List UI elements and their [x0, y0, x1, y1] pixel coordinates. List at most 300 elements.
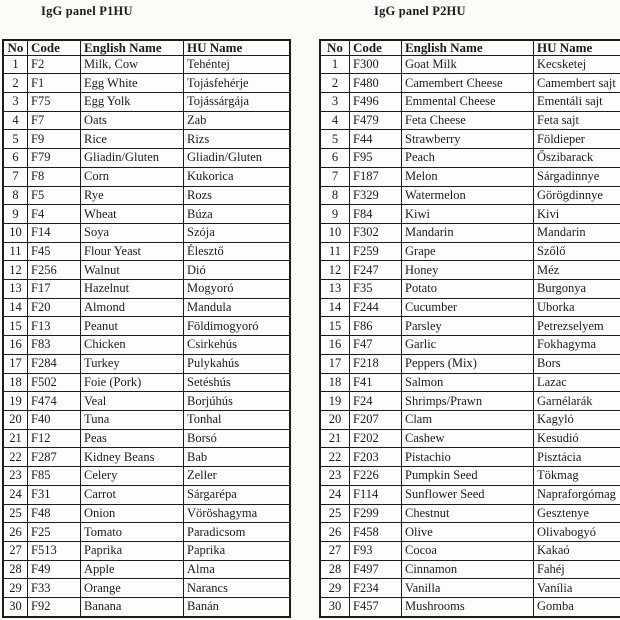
table-row	[320, 504, 620, 523]
cell-code: F9	[28, 130, 81, 149]
cell-code: F244	[350, 298, 402, 317]
column-header-code: Code	[350, 40, 402, 55]
table-row	[320, 298, 620, 317]
cell-hu-name: Borjúhús	[184, 392, 291, 411]
igg-panel-table-p2hu	[319, 39, 620, 618]
table-row	[3, 111, 290, 130]
table-row	[3, 504, 290, 523]
cell-english-name: Cocoa	[402, 541, 534, 560]
cell-code: F95	[350, 149, 402, 168]
cell-hu-name: Paradicsom	[184, 523, 291, 542]
cell-hu-name: Kecsketej	[534, 55, 620, 74]
cell-english-name: Peas	[81, 429, 184, 448]
cell-hu-name: Búza	[184, 205, 291, 224]
table-row	[3, 392, 290, 411]
cell-hu-name: Zeller	[184, 467, 291, 486]
cell-no: 26	[320, 523, 350, 542]
column-header-code: Code	[28, 40, 81, 55]
cell-english-name: Kidney Beans	[81, 448, 184, 467]
cell-english-name: Rice	[81, 130, 184, 149]
cell-hu-name: Fokhagyma	[534, 336, 620, 355]
table-row	[320, 392, 620, 411]
cell-hu-name: Földieper	[534, 130, 620, 149]
cell-no: 26	[3, 523, 28, 542]
cell-hu-name: Szőlő	[534, 242, 620, 261]
cell-english-name: Paprika	[81, 541, 184, 560]
cell-english-name: Watermelon	[402, 186, 534, 205]
cell-code: F300	[350, 55, 402, 74]
cell-hu-name: Sárgadinnye	[534, 167, 620, 186]
cell-hu-name: Tojássárgája	[184, 93, 291, 112]
cell-hu-name: Garnélarák	[534, 392, 620, 411]
cell-no: 22	[320, 448, 350, 467]
table-row	[320, 598, 620, 617]
table-row	[3, 74, 290, 93]
table-row	[3, 93, 290, 112]
cell-hu-name: Feta sajt	[534, 111, 620, 130]
cell-english-name: Mandarin	[402, 223, 534, 242]
table-row	[3, 130, 290, 149]
cell-hu-name: Narancs	[184, 579, 291, 598]
cell-english-name: Tuna	[81, 411, 184, 430]
cell-no: 5	[320, 130, 350, 149]
cell-english-name: Egg White	[81, 74, 184, 93]
cell-code: F502	[28, 373, 81, 392]
table-row	[3, 373, 290, 392]
cell-hu-name: Bab	[184, 448, 291, 467]
column-header-hu-name: HU Name	[534, 40, 620, 55]
cell-no: 10	[3, 223, 28, 242]
cell-english-name: Orange	[81, 579, 184, 598]
table-row	[3, 560, 290, 579]
cell-code: F14	[28, 223, 81, 242]
cell-code: F13	[28, 317, 81, 336]
cell-no: 27	[320, 541, 350, 560]
cell-code: F4	[28, 205, 81, 224]
cell-hu-name: Setéshús	[184, 373, 291, 392]
cell-english-name: Wheat	[81, 205, 184, 224]
cell-code: F86	[350, 317, 402, 336]
table-row	[320, 560, 620, 579]
cell-english-name: Pistachio	[402, 448, 534, 467]
cell-code: F17	[28, 280, 81, 299]
cell-english-name: Carrot	[81, 485, 184, 504]
table-row	[320, 111, 620, 130]
table-row	[320, 186, 620, 205]
cell-code: F83	[28, 336, 81, 355]
cell-code: F203	[350, 448, 402, 467]
cell-code: F40	[28, 411, 81, 430]
table-row	[320, 261, 620, 280]
cell-code: F75	[28, 93, 81, 112]
table-header	[320, 40, 620, 55]
cell-english-name: Potato	[402, 280, 534, 299]
cell-hu-name: Rizs	[184, 130, 291, 149]
column-header-english-name: English Name	[81, 40, 184, 55]
cell-no: 22	[3, 448, 28, 467]
table-row	[3, 467, 290, 486]
cell-no: 19	[320, 392, 350, 411]
table-row	[320, 93, 620, 112]
cell-code: F49	[28, 560, 81, 579]
table-row	[3, 523, 290, 542]
cell-english-name: Celery	[81, 467, 184, 486]
cell-no: 8	[3, 186, 28, 205]
cell-english-name: Emmental Cheese	[402, 93, 534, 112]
cell-code: F25	[28, 523, 81, 542]
cell-code: F234	[350, 579, 402, 598]
header-row	[320, 40, 620, 55]
cell-code: F44	[350, 130, 402, 149]
cell-hu-name: Mandula	[184, 298, 291, 317]
table-row	[320, 485, 620, 504]
table-row	[320, 223, 620, 242]
cell-code: F41	[350, 373, 402, 392]
cell-hu-name: Petrezselyem	[534, 317, 620, 336]
cell-code: F24	[350, 392, 402, 411]
cell-code: F187	[350, 167, 402, 186]
cell-no: 20	[3, 411, 28, 430]
cell-english-name: Turkey	[81, 354, 184, 373]
cell-hu-name: Tojásfehérje	[184, 74, 291, 93]
cell-hu-name: Uborka	[534, 298, 620, 317]
cell-hu-name: Tehéntej	[184, 55, 291, 74]
cell-hu-name: Burgonya	[534, 280, 620, 299]
cell-code: F48	[28, 504, 81, 523]
cell-no: 7	[320, 167, 350, 186]
cell-hu-name: Zab	[184, 111, 291, 130]
cell-hu-name: Élesztő	[184, 242, 291, 261]
table-row	[3, 541, 290, 560]
cell-hu-name: Mandarin	[534, 223, 620, 242]
cell-code: F479	[350, 111, 402, 130]
cell-no: 28	[320, 560, 350, 579]
table-row	[320, 242, 620, 261]
column-header-english-name: English Name	[402, 40, 534, 55]
cell-english-name: Strawberry	[402, 130, 534, 149]
cell-code: F284	[28, 354, 81, 373]
cell-no: 9	[320, 205, 350, 224]
cell-code: F35	[350, 280, 402, 299]
cell-hu-name: Görögdinnye	[534, 186, 620, 205]
panel-title-p1hu: IgG panel P1HU	[41, 4, 133, 18]
cell-english-name: Banana	[81, 598, 184, 617]
cell-no: 4	[3, 111, 28, 130]
cell-no: 24	[3, 485, 28, 504]
cell-english-name: Cinnamon	[402, 560, 534, 579]
cell-code: F247	[350, 261, 402, 280]
cell-english-name: Chestnut	[402, 504, 534, 523]
table-row	[3, 448, 290, 467]
cell-code: F8	[28, 167, 81, 186]
cell-hu-name: Méz	[534, 261, 620, 280]
table-row	[3, 336, 290, 355]
cell-hu-name: Kesudió	[534, 429, 620, 448]
table-row	[320, 336, 620, 355]
table-row	[320, 448, 620, 467]
column-header-no: No	[320, 40, 350, 55]
cell-english-name: Parsley	[402, 317, 534, 336]
table-row	[320, 167, 620, 186]
cell-english-name: Garlic	[402, 336, 534, 355]
cell-code: F47	[350, 336, 402, 355]
cell-english-name: Onion	[81, 504, 184, 523]
cell-english-name: Tomato	[81, 523, 184, 542]
cell-no: 29	[3, 579, 28, 598]
cell-code: F513	[28, 541, 81, 560]
cell-no: 6	[320, 149, 350, 168]
cell-hu-name: Banán	[184, 598, 291, 617]
table-row	[3, 579, 290, 598]
cell-hu-name: Rozs	[184, 186, 291, 205]
cell-code: F20	[28, 298, 81, 317]
cell-no: 23	[3, 467, 28, 486]
table-row	[3, 598, 290, 617]
cell-english-name: Soya	[81, 223, 184, 242]
table-row	[320, 467, 620, 486]
cell-code: F497	[350, 560, 402, 579]
cell-code: F93	[350, 541, 402, 560]
cell-english-name: Peppers (Mix)	[402, 354, 534, 373]
cell-no: 20	[320, 411, 350, 430]
cell-english-name: Melon	[402, 167, 534, 186]
table-row	[3, 317, 290, 336]
cell-english-name: Honey	[402, 261, 534, 280]
cell-code: F92	[28, 598, 81, 617]
cell-no: 21	[320, 429, 350, 448]
cell-english-name: Goat Milk	[402, 55, 534, 74]
table-row	[3, 167, 290, 186]
cell-code: F12	[28, 429, 81, 448]
table-row	[320, 149, 620, 168]
cell-code: F329	[350, 186, 402, 205]
table-row	[3, 261, 290, 280]
cell-no: 14	[3, 298, 28, 317]
cell-code: F33	[28, 579, 81, 598]
cell-code: F226	[350, 467, 402, 486]
cell-no: 21	[3, 429, 28, 448]
cell-hu-name: Fahéj	[534, 560, 620, 579]
cell-hu-name: Mogyoró	[184, 280, 291, 299]
cell-no: 12	[320, 261, 350, 280]
cell-hu-name: Pisztácia	[534, 448, 620, 467]
column-header-no: No	[3, 40, 28, 55]
cell-code: F480	[350, 74, 402, 93]
table-row	[320, 130, 620, 149]
cell-no: 4	[320, 111, 350, 130]
cell-hu-name: Gomba	[534, 598, 620, 617]
cell-no: 9	[3, 205, 28, 224]
cell-no: 10	[320, 223, 350, 242]
cell-no: 6	[3, 149, 28, 168]
cell-english-name: Foie (Pork)	[81, 373, 184, 392]
cell-no: 30	[3, 598, 28, 617]
table-row	[320, 354, 620, 373]
cell-no: 1	[3, 55, 28, 74]
cell-hu-name: Pulykahús	[184, 354, 291, 373]
table-row	[3, 205, 290, 224]
cell-hu-name: Bors	[534, 354, 620, 373]
igg-panel-table-p1hu	[2, 39, 291, 618]
cell-code: F259	[350, 242, 402, 261]
cell-hu-name: Kagyló	[534, 411, 620, 430]
cell-english-name: Salmon	[402, 373, 534, 392]
cell-no: 5	[3, 130, 28, 149]
cell-code: F287	[28, 448, 81, 467]
cell-no: 7	[3, 167, 28, 186]
cell-hu-name: Dió	[184, 261, 291, 280]
table-row	[3, 298, 290, 317]
cell-english-name: Clam	[402, 411, 534, 430]
cell-no: 23	[320, 467, 350, 486]
cell-code: F496	[350, 93, 402, 112]
cell-no: 30	[320, 598, 350, 617]
cell-english-name: Rye	[81, 186, 184, 205]
cell-hu-name: Olivabogyó	[534, 523, 620, 542]
cell-code: F45	[28, 242, 81, 261]
cell-hu-name: Lazac	[534, 373, 620, 392]
header-row	[3, 40, 290, 55]
cell-english-name: Peanut	[81, 317, 184, 336]
cell-hu-name: Napraforgómag	[534, 485, 620, 504]
cell-english-name: Pumpkin Seed	[402, 467, 534, 486]
cell-english-name: Shrimps/Prawn	[402, 392, 534, 411]
cell-english-name: Chicken	[81, 336, 184, 355]
cell-code: F31	[28, 485, 81, 504]
cell-hu-name: Őszibarack	[534, 149, 620, 168]
cell-english-name: Sunflower Seed	[402, 485, 534, 504]
cell-code: F207	[350, 411, 402, 430]
table-row	[320, 523, 620, 542]
table-row	[320, 429, 620, 448]
cell-english-name: Milk, Cow	[81, 55, 184, 74]
cell-hu-name: Camembert sajt	[534, 74, 620, 93]
cell-english-name: Cucumber	[402, 298, 534, 317]
cell-code: F7	[28, 111, 81, 130]
table-row	[3, 55, 290, 74]
cell-hu-name: Szója	[184, 223, 291, 242]
cell-english-name: Corn	[81, 167, 184, 186]
table-row	[3, 429, 290, 448]
cell-hu-name: Vanília	[534, 579, 620, 598]
cell-no: 13	[3, 280, 28, 299]
cell-no: 18	[320, 373, 350, 392]
cell-english-name: Almond	[81, 298, 184, 317]
table-row	[3, 223, 290, 242]
table-body	[3, 55, 290, 617]
table-row	[3, 149, 290, 168]
cell-hu-name: Vöröshagyma	[184, 504, 291, 523]
cell-no: 19	[3, 392, 28, 411]
cell-no: 25	[320, 504, 350, 523]
cell-code: F5	[28, 186, 81, 205]
cell-hu-name: Gliadin/Gluten	[184, 149, 291, 168]
table-row	[3, 186, 290, 205]
cell-code: F79	[28, 149, 81, 168]
cell-code: F202	[350, 429, 402, 448]
panel-title-p2hu: IgG panel P2HU	[374, 4, 466, 18]
cell-hu-name: Ementáli sajt	[534, 93, 620, 112]
cell-no: 29	[320, 579, 350, 598]
cell-code: F302	[350, 223, 402, 242]
cell-no: 15	[320, 317, 350, 336]
cell-hu-name: Sárgarépa	[184, 485, 291, 504]
cell-english-name: Grape	[402, 242, 534, 261]
table-row	[3, 485, 290, 504]
cell-no: 11	[3, 242, 28, 261]
cell-english-name: Apple	[81, 560, 184, 579]
cell-english-name: Walnut	[81, 261, 184, 280]
cell-english-name: Veal	[81, 392, 184, 411]
cell-hu-name: Kivi	[534, 205, 620, 224]
cell-english-name: Flour Yeast	[81, 242, 184, 261]
cell-no: 24	[320, 485, 350, 504]
cell-hu-name: Paprika	[184, 541, 291, 560]
cell-code: F458	[350, 523, 402, 542]
cell-english-name: Peach	[402, 149, 534, 168]
table-row	[3, 280, 290, 299]
cell-english-name: Vanilla	[402, 579, 534, 598]
cell-no: 12	[3, 261, 28, 280]
cell-code: F474	[28, 392, 81, 411]
cell-code: F299	[350, 504, 402, 523]
table-row	[3, 411, 290, 430]
table-row	[320, 205, 620, 224]
cell-english-name: Cashew	[402, 429, 534, 448]
cell-no: 17	[3, 354, 28, 373]
cell-english-name: Hazelnut	[81, 280, 184, 299]
cell-code: F114	[350, 485, 402, 504]
cell-english-name: Feta Cheese	[402, 111, 534, 130]
table-row	[320, 411, 620, 430]
table-row	[320, 74, 620, 93]
cell-hu-name: Gesztenye	[534, 504, 620, 523]
table-row	[3, 354, 290, 373]
cell-english-name: Oats	[81, 111, 184, 130]
cell-hu-name: Alma	[184, 560, 291, 579]
cell-hu-name: Kakaó	[534, 541, 620, 560]
cell-hu-name: Csirkehús	[184, 336, 291, 355]
cell-english-name: Olive	[402, 523, 534, 542]
cell-hu-name: Tökmag	[534, 467, 620, 486]
cell-code: F2	[28, 55, 81, 74]
cell-english-name: Gliadin/Gluten	[81, 149, 184, 168]
cell-no: 11	[320, 242, 350, 261]
cell-hu-name: Borsó	[184, 429, 291, 448]
cell-code: F1	[28, 74, 81, 93]
cell-no: 15	[3, 317, 28, 336]
cell-hu-name: Földimogyoró	[184, 317, 291, 336]
cell-hu-name: Tonhal	[184, 411, 291, 430]
table-row	[320, 579, 620, 598]
cell-no: 1	[320, 55, 350, 74]
cell-no: 17	[320, 354, 350, 373]
cell-english-name: Mushrooms	[402, 598, 534, 617]
cell-no: 2	[3, 74, 28, 93]
cell-english-name: Egg Yolk	[81, 93, 184, 112]
cell-no: 8	[320, 186, 350, 205]
cell-no: 14	[320, 298, 350, 317]
table-header	[3, 40, 290, 55]
cell-code: F256	[28, 261, 81, 280]
cell-no: 16	[320, 336, 350, 355]
cell-no: 28	[3, 560, 28, 579]
table-row	[320, 280, 620, 299]
cell-no: 3	[3, 93, 28, 112]
cell-hu-name: Kukorica	[184, 167, 291, 186]
cell-code: F85	[28, 467, 81, 486]
cell-code: F457	[350, 598, 402, 617]
